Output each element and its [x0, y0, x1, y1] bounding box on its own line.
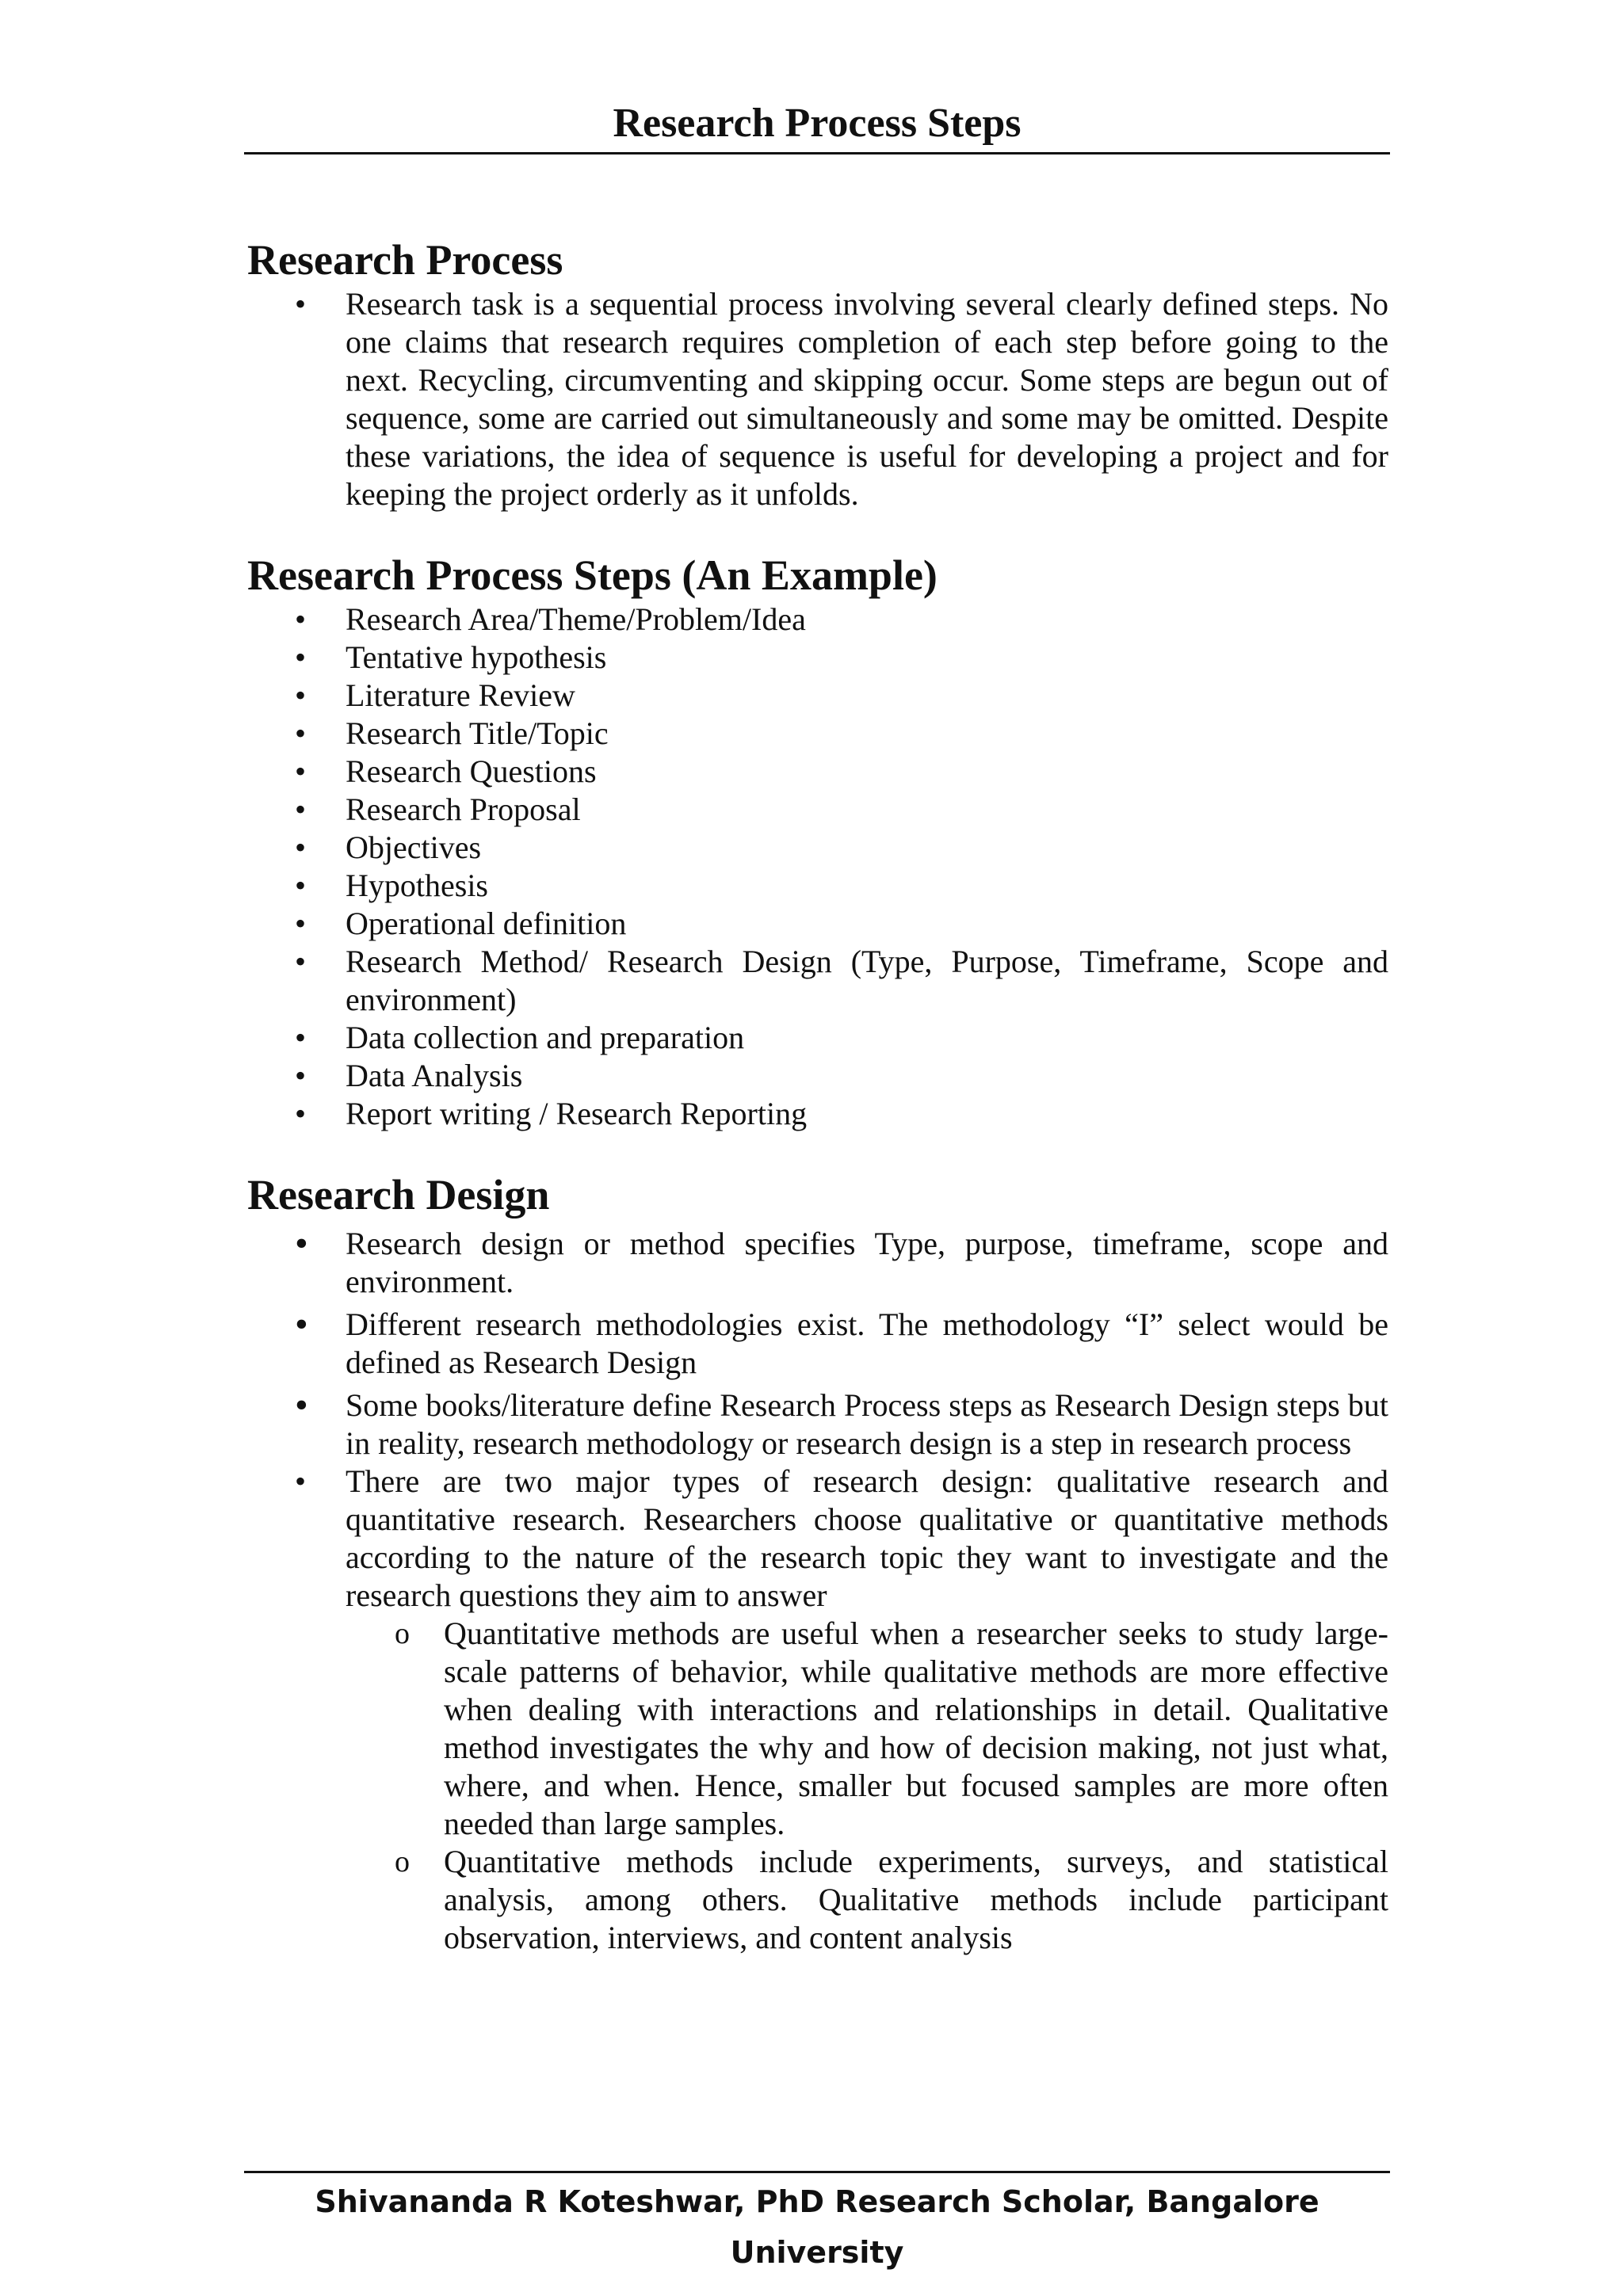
bullet-list — [247, 601, 1388, 1133]
list-item-text: Research Questions — [346, 753, 597, 789]
circle-bullet-icon: o — [395, 1617, 410, 1650]
list-item — [247, 867, 1388, 905]
section-research-process — [247, 235, 1388, 513]
section-heading: Research Process Steps (An Example) — [247, 551, 938, 599]
sub-list-item-text: Quantitative methods include experiments, surveys, and statistical analysis, among others. Qualitative methods include participant observation, interviews, and content analysis — [444, 1844, 1388, 1955]
list-item-text: Research Method/ Research Design (Type, Purpose, Timeframe, Scope and environment) — [346, 944, 1388, 1017]
list-item — [247, 601, 1388, 639]
sub-list-item — [346, 1615, 1388, 1843]
bullet-icon: • — [295, 944, 307, 979]
list-item-text: Data Analysis — [346, 1058, 523, 1093]
bullet-icon: • — [295, 791, 307, 827]
list-item — [247, 905, 1388, 943]
bullet-list — [247, 285, 1388, 513]
bullet-icon: • — [295, 868, 307, 903]
list-item — [247, 639, 1388, 677]
footer-author: Shivananda R Koteshwar, PhD Research Scholar, Bangalore University — [315, 2184, 1319, 2270]
list-item — [247, 1303, 1388, 1382]
list-item — [247, 677, 1388, 715]
list-item — [247, 1057, 1388, 1095]
list-item-text: Research Proposal — [346, 791, 581, 827]
list-item-text: Operational definition — [346, 906, 627, 941]
bullet-icon: • — [295, 677, 307, 713]
section-heading: Research Design — [247, 1171, 550, 1219]
sub-list — [346, 1615, 1388, 1957]
page-header — [244, 95, 1390, 154]
section-research-design — [247, 1169, 1388, 1957]
bullet-icon: • — [295, 753, 307, 789]
list-item-text: Different research methodologies exist. The methodology “I” select would be defined as Research Design — [346, 1306, 1388, 1380]
bullet-icon: • — [295, 1058, 307, 1093]
bullet-icon: • — [295, 1222, 308, 1264]
list-item — [247, 791, 1388, 829]
list-item-text: Research task is a sequential process involving several clearly defined steps. No one claims that research requires completion of each step before going to the next. Recycling, circumventing and skipping occur. Some steps are begun out of sequence, some are carried out simultaneously and some may be omitted. Despite these variations, the idea of sequence is useful for developing a project and for keeping the project orderly as it unfolds. — [346, 286, 1388, 512]
document-body — [247, 235, 1388, 1957]
list-item — [247, 1386, 1388, 1463]
circle-bullet-icon: o — [395, 1845, 410, 1878]
bullet-icon: • — [295, 1096, 307, 1131]
list-item-text: Literature Review — [346, 677, 575, 713]
list-item-text: Hypothesis — [346, 868, 488, 903]
list-item-text: Data collection and preparation — [346, 1020, 745, 1055]
bullet-icon: • — [295, 1020, 307, 1055]
list-item — [247, 753, 1388, 791]
bullet-icon: • — [295, 1384, 308, 1426]
page-footer — [244, 2171, 1390, 2278]
list-item-text: Some books/literature define Research Process steps as Research Design steps but in reality, research methodology or research design is a step in research process — [346, 1387, 1388, 1461]
bullet-icon: • — [295, 1463, 307, 1499]
page-title: Research Process Steps — [613, 101, 1022, 146]
bullet-list — [247, 1222, 1388, 1957]
list-item-text: Research Area/Theme/Problem/Idea — [346, 601, 806, 637]
list-item — [247, 829, 1388, 867]
list-item — [247, 1095, 1388, 1133]
list-item-text: Objectives — [346, 830, 482, 865]
section-research-process-steps — [247, 550, 1388, 1133]
bullet-icon: • — [295, 639, 307, 675]
bullet-icon: • — [295, 1303, 308, 1345]
list-item — [247, 1222, 1388, 1301]
bullet-icon: • — [295, 601, 307, 637]
bullet-icon: • — [295, 830, 307, 865]
list-item — [247, 1463, 1388, 1957]
section-heading: Research Process — [247, 236, 563, 284]
sub-list-item — [346, 1843, 1388, 1957]
list-item — [247, 715, 1388, 753]
bullet-icon: • — [295, 715, 307, 751]
list-item — [247, 943, 1388, 1019]
list-item-text: There are two major types of research design: qualitative research and quantitative research. Researchers choose qualitative or quantitative methods according to the nature of the research topic they want to investigate and the research questions they aim to answer — [346, 1463, 1388, 1613]
list-item-text: Research design or method specifies Type, purpose, timeframe, scope and environment. — [346, 1226, 1388, 1299]
list-item-text: Report writing / Research Reporting — [346, 1096, 808, 1131]
list-item-text: Tentative hypothesis — [346, 639, 607, 675]
bullet-icon: • — [295, 906, 307, 941]
list-item — [247, 1019, 1388, 1057]
list-item — [247, 285, 1388, 513]
list-item-text: Research Title/Topic — [346, 715, 609, 751]
bullet-icon: • — [295, 286, 307, 322]
sub-list-item-text: Quantitative methods are useful when a researcher seeks to study large-scale patterns of behavior, while qualitative methods are more effective when dealing with interactions and relationships in detail. Qualitative method investigates the why and how of decision making, not just what, where, and when. Hence, smaller but focused samples are more often needed than large samples. — [444, 1615, 1388, 1841]
